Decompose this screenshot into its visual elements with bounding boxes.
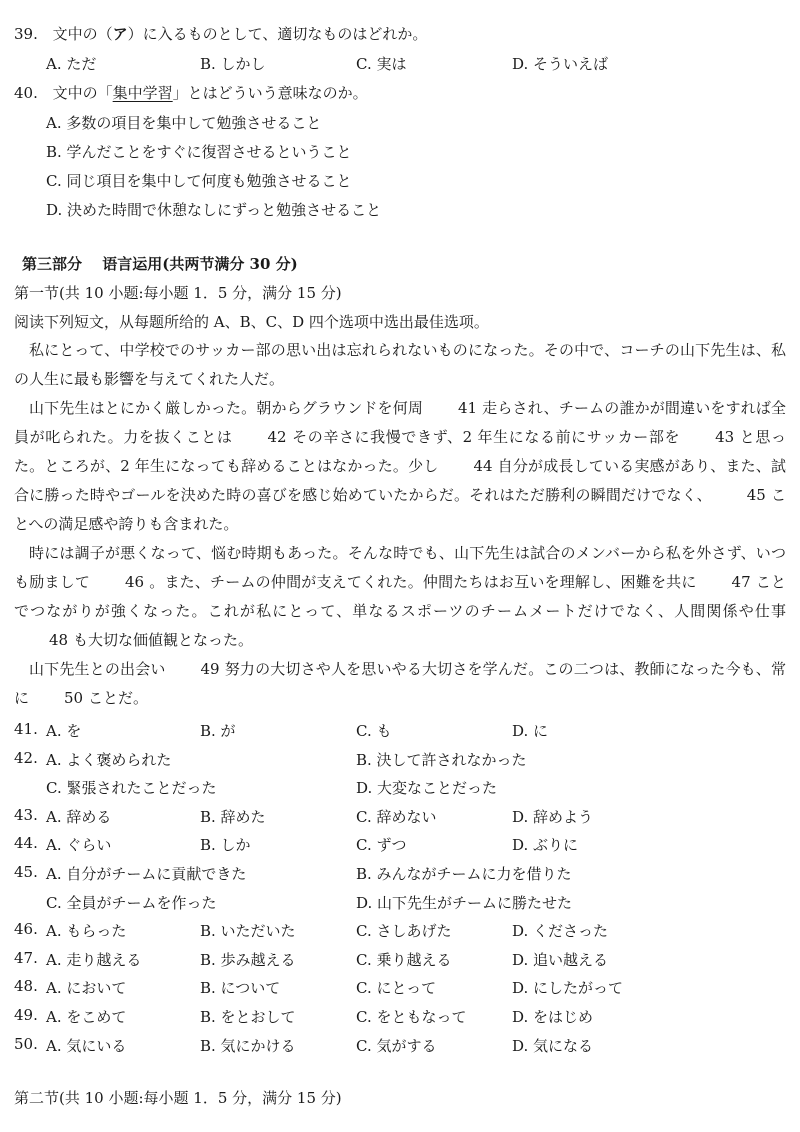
blank-50: 50 xyxy=(63,689,84,707)
blank-41: 41 xyxy=(457,399,478,417)
option-43-b[interactable]: B. 辞めた xyxy=(200,807,266,826)
question-number: 48. xyxy=(14,977,38,996)
part3-title: 第三部分 语言运用(共两节满分 30 分) xyxy=(22,255,298,273)
question-number: 45. xyxy=(14,863,38,881)
option-48-b[interactable]: B. について xyxy=(200,979,281,998)
question-number: 47. xyxy=(14,948,38,967)
option-46-c[interactable]: C. さしあげた xyxy=(356,922,452,941)
blank-48: 48 xyxy=(48,631,69,649)
question-number: 43. xyxy=(14,805,38,824)
option-39-d[interactable]: D. そういえば xyxy=(512,55,609,73)
option-46-a[interactable]: A. もらった xyxy=(46,922,127,941)
option-45-a[interactable]: C. 全員がチームを作った xyxy=(46,893,217,912)
option-47-a[interactable]: A. 走り越える xyxy=(46,950,142,969)
option-41-b[interactable]: B. が xyxy=(200,722,236,740)
option-39-a[interactable]: A. ただ xyxy=(46,55,97,73)
option-43-d[interactable]: D. 辞めよう xyxy=(512,807,594,826)
option-47-b[interactable]: B. 歩み越える xyxy=(200,950,296,969)
question-number: 50. xyxy=(14,1034,38,1053)
question-number: 41. xyxy=(14,720,38,738)
option-49-d[interactable]: D. をはじめ xyxy=(512,1008,594,1026)
question-number: 44. xyxy=(14,834,38,853)
option-49-a[interactable]: A. をこめて xyxy=(46,1008,127,1026)
passage-paragraph-1: 私にとって、中学校でのサッカー部の思い出は忘れられないものになった。その中で、コーチの山下先生は、私の人生に最も影響を与えてくれた人だ。 xyxy=(14,341,786,388)
blank-42: 42 xyxy=(267,428,287,446)
option-42-a[interactable]: A. よく褒められた xyxy=(46,750,172,769)
blank-46: 46 xyxy=(124,573,145,591)
section1-heading: 第一节(共 10 小题:每小题 1．5 分，满分 15 分) xyxy=(14,284,342,302)
option-41-c[interactable]: C. も xyxy=(356,722,392,740)
option-46-d[interactable]: D. くださった xyxy=(512,922,609,941)
passage-paragraph-3: 時には調子が悪くなって、悩む時期もあった。そんな時でも、山下先生は試合のメンバーから私を外さず、いつも励まして 46 。また、チームの仲間が支えてくれた。仲間たちはお互いを理解し、困難を共に 47 ことでつながりが強くなった。これが私にとって、単なるスポーツのチームメートだけでなく、人間関係や仕事48 も大切な価値観となった。 xyxy=(14,539,786,655)
option-44-b[interactable]: B. しか xyxy=(200,836,251,855)
section1-instruction: 阅读下列短文，从每题所给的 A、B、C、D 四个选项中选出最佳选项。 xyxy=(14,313,489,331)
passage-paragraph-2: 山下先生はとにかく厳しかった。朝からグラウンドを何周 41 走らされ、チームの誰かが間違いをすれば全員が叱られた。力を抜くことは 42 その辛さに我慢できず、2 年生になる前にサッカー部を 43 と思った。ところが、2 年生になっても辞めることはなかった。少し 44 自分が成長している実感があり、また、試合に勝った時やゴールを決めた時の喜びを感じ始めていたからだ。それはただ勝利の瞬間だけでなく、 45 ことへの満足感や誇りも含まれた。 xyxy=(14,394,786,539)
option-47-d[interactable]: D. 追い越える xyxy=(512,950,609,969)
option-44-a[interactable]: A. ぐらい xyxy=(46,836,112,855)
section2-heading: 第二节(共 10 小题:每小题 1．5 分，满分 15 分) xyxy=(14,1089,342,1107)
option-44-d[interactable]: D. ぶりに xyxy=(512,836,579,855)
blank-45: 45 xyxy=(746,486,766,504)
option-43-a[interactable]: A. 辞める xyxy=(46,807,112,826)
passage xyxy=(14,336,786,713)
option-41-a[interactable]: A. を xyxy=(46,722,82,740)
option-42-c[interactable]: B. 決して許されなかった xyxy=(356,750,527,769)
option-50-c[interactable]: C. 気がする xyxy=(356,1036,437,1055)
blank-49: 49 xyxy=(200,660,220,678)
option-40-c[interactable]: C. 同じ項目を集中して何度も勉強させること xyxy=(46,172,352,190)
option-41-d[interactable]: D. に xyxy=(512,722,549,740)
blank-43: 43 xyxy=(715,428,735,446)
question-stem: 文中の（ア）に入るものとして、適切なものはどれか。 xyxy=(52,25,428,43)
option-48-c[interactable]: C. にとって xyxy=(356,979,437,998)
option-44-c[interactable]: C. ずつ xyxy=(356,836,407,855)
blank-44: 44 xyxy=(473,457,493,475)
option-40-a[interactable]: A. 多数の項目を集中して勉強させること xyxy=(46,114,322,132)
question-number: 49. xyxy=(14,1006,38,1024)
option-46-b[interactable]: B. いただいた xyxy=(200,922,296,941)
option-50-b[interactable]: B. 気にかける xyxy=(200,1036,296,1055)
option-45-c[interactable]: B. みんながチームに力を借りた xyxy=(356,865,572,883)
option-48-a[interactable]: A. において xyxy=(46,979,127,998)
question-number: 46. xyxy=(14,920,38,939)
option-40-b[interactable]: B. 学んだことをすぐに復習させるということ xyxy=(46,143,352,161)
option-48-d[interactable]: D. にしたがって xyxy=(512,979,624,998)
option-39-c[interactable]: C. 実は xyxy=(356,55,407,73)
option-49-c[interactable]: C. をともなって xyxy=(356,1008,467,1026)
option-45-a[interactable]: A. 自分がチームに貢献できた xyxy=(46,865,247,883)
question-number: 39. xyxy=(14,25,38,43)
question-40 xyxy=(14,83,800,103)
question-stem: 文中の「集中学習」とはどういう意味なのか。 xyxy=(52,84,368,102)
question-number: 42. xyxy=(14,748,38,767)
passage-paragraph-4: 山下先生との出会い 49 努力の大切さや人を思いやる大切さを学んだ。この二つは、教師になった今も、常に 50 ことだ。 xyxy=(14,655,786,713)
option-39-b[interactable]: B. しかし xyxy=(200,55,266,73)
question-number: 40. xyxy=(14,84,38,102)
question-39 xyxy=(14,24,800,44)
option-42-a[interactable]: C. 緊張されたことだった xyxy=(46,779,217,798)
option-50-d[interactable]: D. 気になる xyxy=(512,1036,594,1055)
option-40-d[interactable]: D. 決めた時間で休憩なしにずっと勉強させること xyxy=(46,201,382,219)
option-49-b[interactable]: B. をとおして xyxy=(200,1008,296,1026)
option-50-a[interactable]: A. 気にいる xyxy=(46,1036,127,1055)
option-42-c[interactable]: D. 大変なことだった xyxy=(356,779,498,798)
option-47-c[interactable]: C. 乗り越える xyxy=(356,950,452,969)
option-43-c[interactable]: C. 辞めない xyxy=(356,807,437,826)
blank-47: 47 xyxy=(731,573,751,591)
option-45-c[interactable]: D. 山下先生がチームに勝たせた xyxy=(356,893,573,912)
